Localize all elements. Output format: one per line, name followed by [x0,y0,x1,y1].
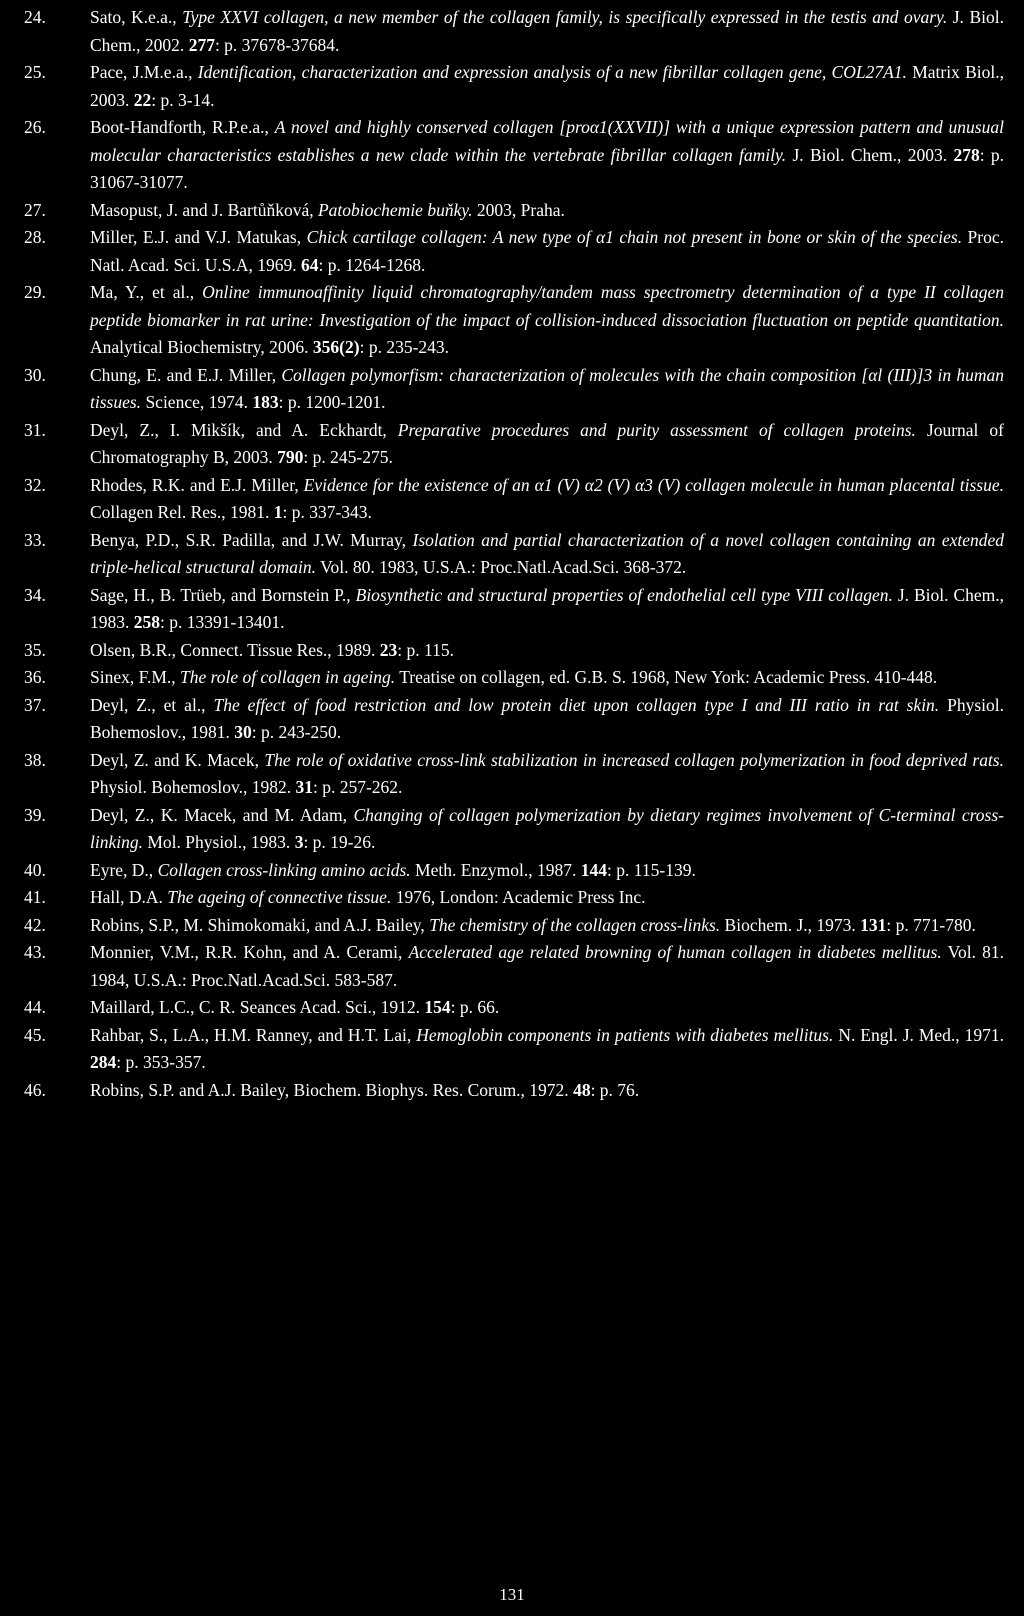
reference-text [90,59,1004,114]
reference-source: Vol. 81. 1984, U.S.A.: Proc.Natl.Acad.Sci. 583-587. [90,942,1005,990]
reference-text [90,527,1004,582]
reference-item [24,417,1004,472]
reference-item [24,884,1004,912]
reference-title: Identification, characterization and expression analysis of a new fibrillar collagen gene, COL27A1. [197,62,907,82]
reference-authors: Pace, J.M.e.a., [90,62,198,82]
reference-item [24,939,1004,994]
reference-item [24,802,1004,857]
reference-title: Patobiochemie buňky. [317,199,473,220]
reference-source: Physiol. Bohemoslov., 1981. [90,694,1004,742]
reference-authors: Masopust, J. and J. Bartůňková, [90,199,318,220]
reference-source: Vol. 80. 1983, U.S.A.: Proc.Natl.Acad.Sci. 368-372. [316,557,687,577]
reference-item [24,279,1004,362]
reference-authors: Eyre, D., [90,859,158,880]
reference-authors: Sinex, F.M., [90,667,181,687]
reference-source: Proc. Natl. Acad. Sci. U.S.A, 1969. [90,227,1005,275]
reference-authors: Olsen, B.R., Connect. Tissue Res., 1989. [90,639,380,660]
reference-text [90,362,1004,417]
reference-volume: 183 [252,392,279,412]
reference-source: Meth. Enzymol., 1987. [410,859,581,880]
reference-item [24,197,1004,225]
reference-title: Changing of collagen polymerization by dietary regimes involvement of C-terminal cross-linking. [90,804,1005,852]
reference-item [24,224,1004,279]
reference-pages: : p. 76. [590,1079,640,1100]
reference-pages: : p. 257-262. [312,777,403,797]
reference-authors: Rhodes, R.K. and E.J. Miller, [90,474,304,495]
reference-source: J. Biol. Chem., 1983. [90,584,1005,632]
reference-volume: 154 [424,997,451,1017]
reference-pages: : p. 66. [450,997,500,1017]
reference-item [24,692,1004,747]
reference-item [24,1022,1004,1077]
reference-pages: : p. 19-26. [303,832,376,852]
reference-text [90,1077,1004,1105]
reference-authors: Chung, E. and E.J. Miller, [90,364,282,385]
reference-pages: : p. 243-250. [251,722,342,742]
reference-title: A novel and highly conserved collagen [proα1(XXVII)] with a unique expression pattern and unusual molecular characteristics establishes a new clade within the vertebrate fibrillar collagen family. [90,117,1004,165]
reference-authors: Benya, P.D., S.R. Padilla, and J.W. Murray, [90,529,413,550]
reference-volume: 22 [133,89,152,110]
reference-title: Hemoglobin components in patients with diabetes mellitus. [416,1024,834,1045]
reference-authors: Rahbar, S., L.A., H.M. Ranney, and H.T. Lai, [90,1024,417,1045]
reference-source: 1976, London: Academic Press Inc. [391,887,646,907]
reference-authors: Boot-Handforth, R.P.e.a., [90,117,275,137]
reference-authors: Sato, K.e.a., [90,7,183,27]
reference-number: 43. [24,942,46,962]
reference-text [90,472,1004,527]
reference-number: 31. [24,419,46,440]
reference-title: Type XXVI collagen, a new member of the collagen family, is specifically expressed in the testis and ovary. [182,7,948,27]
reference-number: 45. [24,1024,46,1045]
reference-number: 29. [24,282,46,302]
reference-authors: Deyl, Z. and K. Macek, [90,749,265,770]
reference-source: Biochem. J., 1973. [720,914,861,935]
reference-pages: : p. 115-139. [607,859,696,880]
reference-pages: : p. 115. [397,639,454,660]
reference-volume: 144 [580,859,608,880]
reference-number: 34. [24,584,46,605]
reference-item [24,747,1004,802]
reference-text [90,637,1004,665]
reference-title: The ageing of connective tissue. [167,887,392,907]
reference-item [24,857,1004,885]
reference-authors: Ma, Y., et al., [90,282,203,302]
reference-title: Biosynthetic and structural properties of endothelial cell type VIII collagen. [355,584,893,605]
reference-volume: 31 [295,777,313,797]
reference-pages: : p. 3-14. [151,89,215,110]
reference-volume: 23 [379,639,398,660]
reference-volume: 48 [573,1079,591,1100]
reference-number: 35. [24,639,46,660]
reference-text [90,4,1004,59]
reference-text [90,802,1004,857]
reference-pages: : p. 337-343. [282,502,372,522]
reference-item [24,912,1004,940]
reference-number: 44. [24,997,46,1017]
reference-title: Collagen polymorfism: characterization of molecules with the chain composition [αl (III)]3 in human tissues. [90,364,1005,412]
reference-authors: Deyl, Z., I. Mikšík, and A. Eckhardt, [90,419,398,440]
reference-source: Physiol. Bohemoslov., 1982. [90,777,296,797]
reference-text [90,994,1004,1022]
reference-number: 32. [24,474,46,495]
reference-volume: 278 [953,144,980,165]
reference-text [90,197,1004,225]
reference-text [90,224,1004,279]
reference-number: 39. [24,804,46,825]
reference-volume: 64 [300,254,319,275]
reference-volume: 1 [273,502,283,522]
reference-item [24,1077,1004,1105]
reference-authors: Sage, H., B. Trüeb, and Bornstein P., [90,584,356,605]
reference-source: J. Biol. Chem., 2003. [786,144,954,165]
reference-number: 33. [24,529,46,550]
page-number: 131 [499,1585,525,1604]
reference-source: 2003, Praha. [472,199,565,220]
reference-source: J. Biol. Chem., 2002. [90,7,1004,55]
reference-source: Science, 1974. [141,392,253,412]
reference-title: The effect of food restriction and low protein diet upon collagen type I and III ratio in rat skin. [213,694,940,715]
reference-title: The role of collagen in ageing. [180,667,396,687]
reference-number: 42. [24,914,46,935]
reference-text [90,664,1004,692]
reference-number: 25. [24,62,46,82]
reference-item [24,4,1004,59]
reference-volume: 258 [133,612,160,632]
reference-number: 38. [24,749,46,770]
reference-source: Matrix Biol., 2003. [90,62,1004,110]
reference-pages: : p. 771-780. [886,914,976,935]
reference-source: Treatise on collagen, ed. G.B. S. 1968, New York: Academic Press. 410-448. [395,667,938,687]
reference-item [24,527,1004,582]
reference-source: Mol. Physiol., 1983. [142,832,295,852]
reference-authors: Miller, E.J. and V.J. Matukas, [90,227,307,247]
reference-title: Isolation and partial characterization of a novel collagen containing an extended triple-helical structural domain. [90,529,1005,577]
reference-volume: 284 [90,1052,117,1072]
reference-text [90,912,1004,940]
reference-list [24,4,1004,1104]
reference-authors: Maillard, L.C., C. R. Seances Acad. Sci., 1912. [90,997,425,1017]
reference-title: Accelerated age related browning of human collagen in diabetes mellitus. [408,942,942,962]
reference-item [24,582,1004,637]
reference-item [24,114,1004,197]
reference-volume: 356(2) [312,337,360,357]
reference-text [90,279,1004,362]
reference-text [90,417,1004,472]
reference-volume: 790 [277,447,304,467]
reference-title: Collagen cross-linking amino acids. [157,859,411,880]
reference-pages: : p. 353-357. [116,1052,206,1072]
reference-text [90,692,1004,747]
reference-text [90,747,1004,802]
reference-title: Chick cartilage collagen: A new type of α1 chain not present in bone or skin of the species. [306,227,963,247]
reference-number: 46. [24,1079,46,1100]
reference-pages: : p. 235-243. [359,337,450,357]
reference-authors: Deyl, Z., K. Macek, and M. Adam, [90,804,354,825]
reference-number: 40. [24,859,46,880]
reference-authors: Monnier, V.M., R.R. Kohn, and A. Cerami, [90,942,409,962]
reference-text [90,1022,1004,1077]
reference-number: 27. [24,199,46,220]
reference-authors: Robins, S.P. and A.J. Bailey, Biochem. Biophys. Res. Corum., 1972. [90,1079,574,1100]
reference-volume: 131 [860,914,887,935]
reference-item [24,637,1004,665]
reference-number: 41. [24,887,46,907]
reference-item [24,994,1004,1022]
reference-number: 37. [24,694,46,715]
reference-text [90,114,1004,197]
reference-authors: Deyl, Z., et al., [90,694,214,715]
reference-number: 28. [24,227,46,247]
reference-text [90,857,1004,885]
reference-source: Analytical Biochemistry, 2006. [90,337,313,357]
reference-pages: : p. 31067-31077. [90,144,1005,192]
reference-text [90,884,1004,912]
reference-item [24,59,1004,114]
reference-volume: 277 [188,34,215,55]
reference-number: 30. [24,364,46,385]
reference-title: The role of oxidative cross-link stabilization in increased collagen polymerization in food deprived rats. [264,749,1004,770]
reference-number: 36. [24,667,46,687]
reference-item [24,362,1004,417]
reference-pages: : p. 37678-37684. [214,34,340,55]
reference-authors: Robins, S.P., M. Shimokomaki, and A.J. Bailey, [90,914,430,935]
reference-text [90,582,1004,637]
reference-title: The chemistry of the collagen cross-links. [429,914,721,935]
reference-item [24,664,1004,692]
reference-pages: : p. 245-275. [303,447,393,467]
reference-number: 24. [24,7,46,27]
reference-source: Collagen Rel. Res., 1981. [90,502,274,522]
reference-title: Evidence for the existence of an α1 (V) α2 (V) α3 (V) collagen molecule in human placental tissue. [303,474,1005,495]
reference-title: Online immunoaffinity liquid chromatography/tandem mass spectrometry determination of a type II collagen peptide biomarker in rat urine: Investigation of the impact of collision-induced dissociation fluctuation on peptide quantitation. [90,282,1004,330]
reference-volume: 3 [294,832,304,852]
reference-source: Journal of Chromatography B, 2003. [90,419,1004,467]
reference-number: 26. [24,117,46,137]
reference-pages: : p. 13391-13401. [160,612,285,632]
reference-pages: : p. 1264-1268. [318,254,426,275]
reference-authors: Hall, D.A. [90,887,168,907]
reference-title: Preparative procedures and purity assessment of collagen proteins. [397,419,916,440]
reference-volume: 30 [234,722,252,742]
reference-item [24,472,1004,527]
reference-text [90,939,1004,994]
reference-pages: : p. 1200-1201. [278,392,386,412]
reference-source: N. Engl. J. Med., 1971. [833,1024,1005,1045]
